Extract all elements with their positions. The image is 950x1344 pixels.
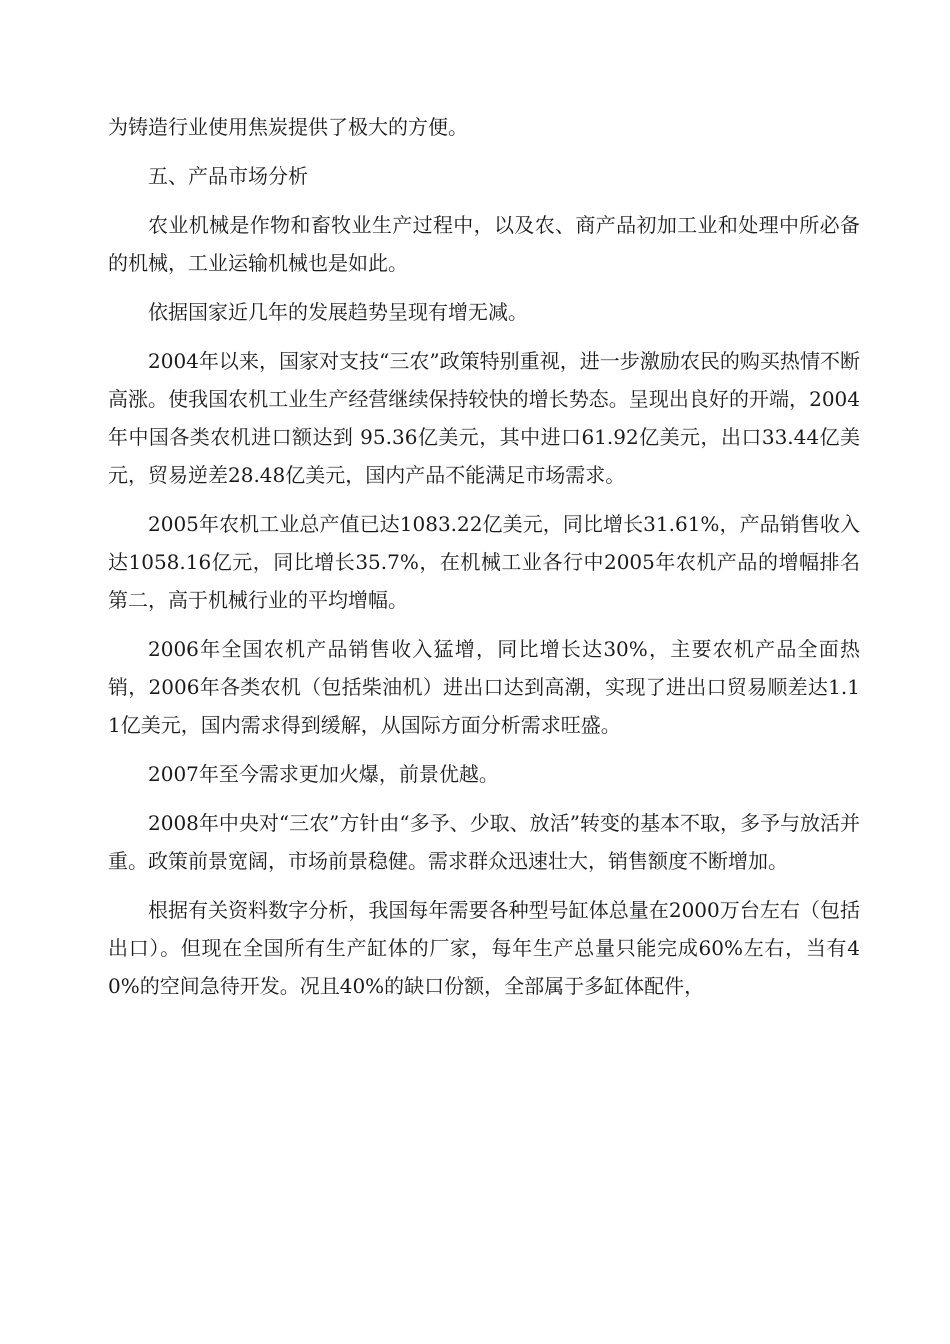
paragraph: 根据有关资料数字分析，我国每年需要各种型号缸体总量在2000万台左右（包括出口）。但现在全国所有生产缸体的厂家，每年生产总量只能完成60%左右，当有40%的空间急待开发。况且40%的缺口份额，全部属于多缸体配件， [108,898,860,998]
paragraph-continuation: 为铸造行业使用焦炭提供了极大的方便。 [108,115,468,139]
paragraph: 2006年全国农机产品销售收入猛增，同比增长达30%，主要农机产品全面热销，2006年各类农机（包括柴油机）进出口达到高潮，实现了进出口贸易顺差达1.11亿美元，国内需求得到缓解，从国际方面分析需求旺盛。 [108,637,860,737]
paragraph: 依据国家近几年的发展趋势呈现有增无减。 [148,300,528,324]
paragraph: 2007年至今需求更加火爆，前景优越。 [148,762,499,786]
paragraph: 农业机械是作物和畜牧业生产过程中，以及农、商产品初加工业和处理中所必备的机械，工业运输机械也是如此。 [108,213,860,275]
section-heading: 五、产品市场分析 [148,164,308,188]
paragraph: 2005年农机工业总产值已达1083.22亿美元，同比增长31.61%，产品销售收入达1058.16亿元，同比增长35.7%，在机械工业各行中2005年农机产品的增幅排名第二，高于机械行业的平均增幅。 [108,512,860,612]
document-page [108,108,860,1016]
paragraph: 2008年中央对“三农”方针由“多予、少取、放活”转变的基本不取，多予与放活并重。政策前景宽阔，市场前景稳健。需求群众迅速壮大，销售额度不断增加。 [108,811,860,873]
paragraph: 2004年以来，国家对支技“三农”政策特别重视，进一步激励农民的购买热情不断高涨。使我国农机工业生产经营继续保持较快的增长势态。呈现出良好的开端，2004年中国各类农机进口额达到 95.36亿美元，其中进口61.92亿美元，出口33.44亿美元，贸易逆差28.48亿美元，国内产品不能满足市场需求。 [108,349,860,487]
